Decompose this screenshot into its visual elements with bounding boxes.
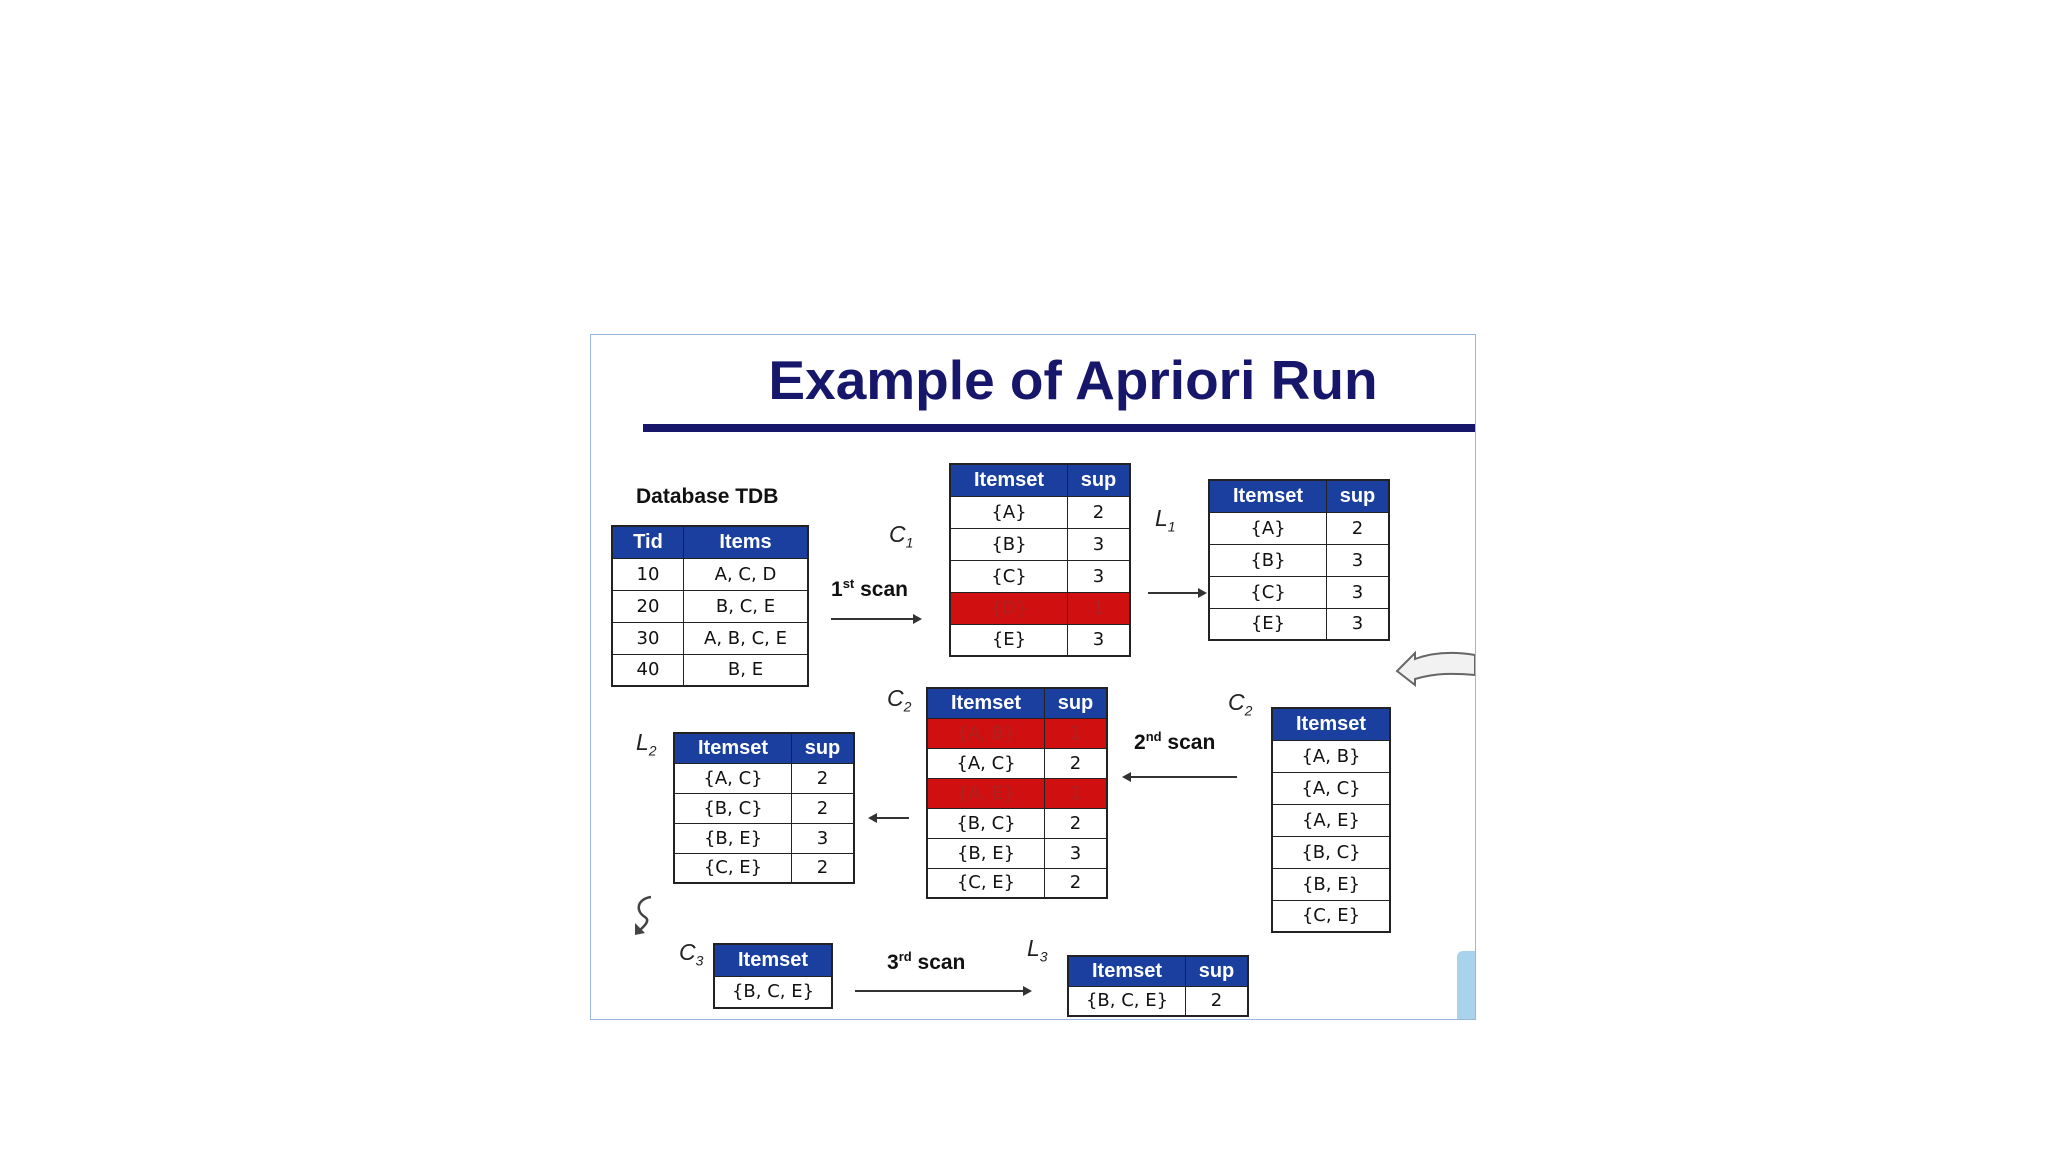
- itemset-cell: {C, E}: [927, 868, 1045, 898]
- l2-label: $L_2$: [636, 729, 657, 759]
- table-row: [612, 654, 808, 686]
- l2-table: [673, 732, 855, 884]
- itemset-cell: {B, C}: [1272, 836, 1390, 868]
- sup-cell: 3: [1068, 624, 1131, 656]
- table-row: [1272, 740, 1390, 772]
- sup-cell: 2: [1186, 986, 1249, 1016]
- sup-cell: 1: [1068, 592, 1131, 624]
- database-table: [611, 525, 809, 687]
- itemset-cell: {B, C, E}: [714, 976, 832, 1008]
- itemset-cell: {C, E}: [674, 853, 792, 883]
- tid-cell: 40: [612, 654, 684, 686]
- c2-candidates-label: $C_2$: [1228, 689, 1253, 719]
- itemset-cell: {A}: [1209, 512, 1327, 544]
- title-underline: [643, 424, 1475, 432]
- second-scan-label: 2nd scan: [1134, 729, 1216, 754]
- u-turn-arrow: [1391, 649, 1475, 693]
- tid-cell: 30: [612, 622, 684, 654]
- itemset-cell: {A, E}: [927, 778, 1045, 808]
- sup-cell: 2: [792, 763, 855, 793]
- table-row: [1068, 986, 1248, 1016]
- itemset-cell: {E}: [950, 624, 1068, 656]
- itemset-cell: {A, C}: [1272, 772, 1390, 804]
- itemset-cell: {A}: [950, 496, 1068, 528]
- items-cell: B, C, E: [684, 590, 809, 622]
- slide-title: Example of Apriori Run: [768, 349, 1378, 411]
- table-row: [612, 590, 808, 622]
- l3-label: $L_3$: [1027, 935, 1048, 965]
- itemset-header: Itemset: [950, 464, 1068, 496]
- sup-cell: 3: [1068, 528, 1131, 560]
- sup-cell: 2: [792, 793, 855, 823]
- itemset-cell: {B}: [950, 528, 1068, 560]
- itemset-header: Itemset: [1272, 708, 1390, 740]
- table-row: [1209, 576, 1389, 608]
- second-scan-arrow: [1121, 771, 1239, 783]
- c2-counted-table: [926, 687, 1108, 899]
- sup-header: sup: [1186, 956, 1249, 986]
- table-row: [714, 976, 832, 1008]
- table-row: [674, 853, 854, 883]
- itemset-cell: {C}: [1209, 576, 1327, 608]
- items-cell: A, B, C, E: [684, 622, 809, 654]
- itemset-cell: {B, E}: [1272, 868, 1390, 900]
- itemset-cell: {B, C}: [927, 808, 1045, 838]
- table-row: [1272, 868, 1390, 900]
- sup-cell: 2: [1045, 868, 1108, 898]
- itemset-header: Itemset: [1209, 480, 1327, 512]
- itemset-header: Itemset: [714, 944, 832, 976]
- sup-header: sup: [792, 733, 855, 763]
- sup-cell: 3: [1045, 838, 1108, 868]
- l1-table: [1208, 479, 1390, 641]
- sup-cell: 2: [1068, 496, 1131, 528]
- sup-header: sup: [1068, 464, 1131, 496]
- table-row: [927, 838, 1107, 868]
- table-row: [1272, 900, 1390, 932]
- database-caption: Database TDB: [636, 485, 779, 508]
- itemset-cell: {A, C}: [927, 748, 1045, 778]
- items-cell: A, C, D: [684, 558, 809, 590]
- c2-candidates-table: [1271, 707, 1391, 933]
- itemset-cell: {C}: [950, 560, 1068, 592]
- tid-cell: 20: [612, 590, 684, 622]
- sup-cell: 1: [1045, 778, 1108, 808]
- itemset-cell: {B, E}: [927, 838, 1045, 868]
- table-row: [674, 823, 854, 853]
- third-scan-label: 3rd scan: [887, 949, 966, 974]
- sup-cell: 3: [1327, 608, 1390, 640]
- sup-cell: 3: [1327, 576, 1390, 608]
- table-row: [1272, 804, 1390, 836]
- c1-to-l1-arrow: [1146, 587, 1208, 599]
- sup-header: sup: [1327, 480, 1390, 512]
- itemset-cell: {A, E}: [1272, 804, 1390, 836]
- table-row: [950, 560, 1130, 592]
- sup-cell: 2: [1327, 512, 1390, 544]
- itemset-cell: {C, E}: [1272, 900, 1390, 932]
- sup-cell: 3: [1327, 544, 1390, 576]
- c1-label: $C_1$: [889, 521, 914, 551]
- apriori-slide: [590, 334, 1476, 1020]
- first-scan-arrow: [829, 613, 923, 625]
- sup-cell: 3: [792, 823, 855, 853]
- c2-counted-label: $C_2$: [887, 685, 912, 715]
- l1-label: $L_1$: [1155, 505, 1176, 535]
- tid-cell: 10: [612, 558, 684, 590]
- sup-cell: 2: [1045, 748, 1108, 778]
- table-row: [612, 622, 808, 654]
- itemset-cell: {B, C}: [674, 793, 792, 823]
- itemset-cell: {B, E}: [674, 823, 792, 853]
- sup-header: sup: [1045, 688, 1108, 718]
- table-row: [927, 868, 1107, 898]
- items-cell: B, E: [684, 654, 809, 686]
- table-row: [950, 528, 1130, 560]
- table-row: [950, 496, 1130, 528]
- c3-table: [713, 943, 833, 1009]
- table-row: [927, 808, 1107, 838]
- itemset-cell: {A, B}: [927, 718, 1045, 748]
- items-header: Items: [684, 526, 809, 558]
- itemset-cell: {A, C}: [674, 763, 792, 793]
- pruned-row: [927, 778, 1107, 808]
- table-row: [927, 748, 1107, 778]
- tid-header: Tid: [612, 526, 684, 558]
- table-row: [1209, 512, 1389, 544]
- table-row: [674, 763, 854, 793]
- curved-arrow: [631, 893, 659, 937]
- itemset-cell: {A, B}: [1272, 740, 1390, 772]
- c2-to-l2-arrow: [867, 812, 911, 824]
- c1-table: [949, 463, 1131, 657]
- scroll-tab[interactable]: [1457, 951, 1475, 1019]
- table-row: [1209, 544, 1389, 576]
- table-row: [612, 558, 808, 590]
- itemset-header: Itemset: [927, 688, 1045, 718]
- c3-label: $C_3$: [679, 939, 704, 969]
- sup-cell: 1: [1045, 718, 1108, 748]
- itemset-cell: {B, C, E}: [1068, 986, 1186, 1016]
- itemset-cell: {E}: [1209, 608, 1327, 640]
- sup-cell: 3: [1068, 560, 1131, 592]
- table-row: [1272, 772, 1390, 804]
- itemset-cell: {D}: [950, 592, 1068, 624]
- table-row: [674, 793, 854, 823]
- itemset-cell: {B}: [1209, 544, 1327, 576]
- third-scan-arrow: [853, 985, 1033, 997]
- table-row: [1209, 608, 1389, 640]
- sup-cell: 2: [1045, 808, 1108, 838]
- first-scan-label: 1st scan: [831, 576, 908, 601]
- table-row: [950, 624, 1130, 656]
- l3-table: [1067, 955, 1249, 1017]
- sup-cell: 2: [792, 853, 855, 883]
- pruned-row: [950, 592, 1130, 624]
- pruned-row: [927, 718, 1107, 748]
- table-row: [1272, 836, 1390, 868]
- itemset-header: Itemset: [674, 733, 792, 763]
- itemset-header: Itemset: [1068, 956, 1186, 986]
